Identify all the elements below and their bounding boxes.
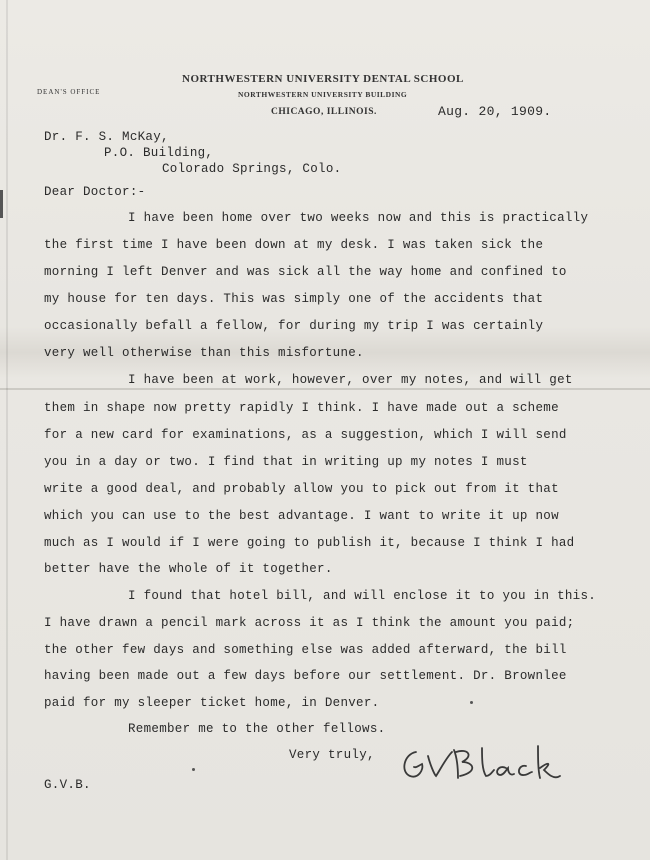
ink-spot (192, 768, 195, 771)
ink-spot (470, 701, 473, 704)
letterhead-office: DEAN'S OFFICE (37, 88, 101, 96)
address-line-3: Colorado Springs, Colo. (162, 162, 342, 176)
paper-fold-line (0, 388, 650, 390)
paper-edge-shadow (6, 0, 8, 860)
body-line: write a good deal, and probably allow you to pick out from it that (44, 482, 559, 496)
body-line: much as I would if I were going to publish it, because I think I had (44, 536, 575, 550)
body-line: I found that hotel bill, and will enclose it to you in this. (128, 589, 597, 603)
body-line: them in shape now pretty rapidly I think. I have made out a scheme (44, 401, 559, 415)
body-line: I have been home over two weeks now and this is practically (128, 211, 589, 225)
letter-date: Aug. 20, 1909. (438, 104, 552, 119)
salutation: Dear Doctor:- (44, 185, 146, 199)
body-line: for a new card for examinations, as a suggestion, which I will send (44, 428, 567, 442)
address-line-2: P.O. Building, (104, 146, 214, 160)
binder-mark (0, 190, 3, 218)
letterhead-city: CHICAGO, ILLINOIS. (271, 107, 377, 117)
body-line: I have been at work, however, over my notes, and will get (128, 373, 573, 387)
body-line: I have drawn a pencil mark across it as I think the amount you paid; (44, 616, 575, 630)
letterhead-school: NORTHWESTERN UNIVERSITY DENTAL SCHOOL (182, 73, 464, 85)
body-line: having been made out a few days before our settlement. Dr. Brownlee (44, 669, 567, 683)
body-line: morning I left Denver and was sick all the way home and confined to (44, 265, 567, 279)
initials: G.V.B. (44, 778, 91, 792)
body-line: my house for ten days. This was simply one of the accidents that (44, 292, 544, 306)
handwritten-signature (394, 742, 564, 787)
closing: Very truly, (289, 748, 375, 762)
body-line: the first time I have been down at my desk. I was taken sick the (44, 238, 544, 252)
address-line-1: Dr. F. S. McKay, (44, 130, 169, 144)
body-line: occasionally befall a fellow, for during my trip I was certainly (44, 319, 544, 333)
body-line: Remember me to the other fellows. (128, 722, 386, 736)
letterhead-building: NORTHWESTERN UNIVERSITY BUILDING (238, 90, 408, 99)
body-line: which you can use to the best advantage. I want to write it up now (44, 509, 559, 523)
body-line: very well otherwise than this misfortune. (44, 346, 364, 360)
body-line: paid for my sleeper ticket home, in Denver. (44, 696, 380, 710)
body-line: better have the whole of it together. (44, 562, 333, 576)
body-line: you in a day or two. I find that in writing up my notes I must (44, 455, 528, 469)
body-line: the other few days and something else was added afterward, the bill (44, 643, 567, 657)
